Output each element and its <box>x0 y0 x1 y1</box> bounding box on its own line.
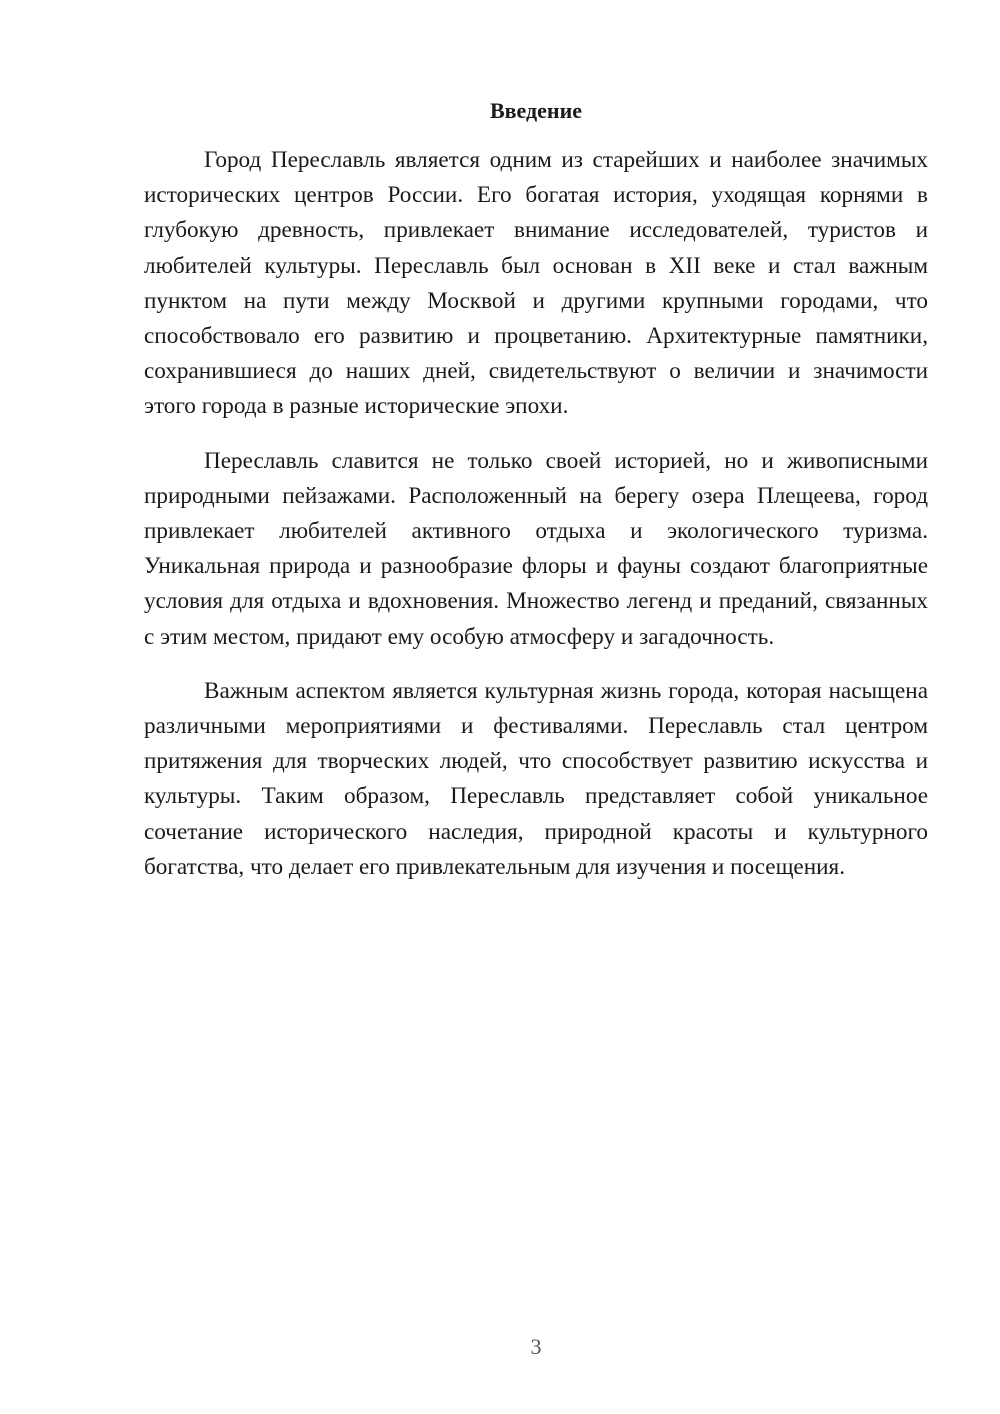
body-text <box>144 143 928 885</box>
page-number: 3 <box>530 1334 542 1359</box>
paragraph-2: Переславль славится не только своей историей, но и живописными природными пейзажами. Расположенный на берегу озера Плещеева, город привлекает любителей активного отдыха и экологического туризма. Уникальная природа и разнообразие флоры и фауны создают благоприятные условия для отдыха и вдохновения. Множество легенд и преданий, связанных с этим местом, придают ему особую атмосферу и загадочность. <box>144 447 928 650</box>
paragraph-1: Город Переславль является одним из старейших и наиболее значимых исторических центров России. Его богатая история, уходящая корнями в глубокую древность, привлекает внимание исследователей, туристов и любителей культуры. Переславль был основан в XII веке и стал важным пунктом на пути между Москвой и другими крупными городами, что способствовало его развитию и процветанию. Архитектурные памятники, сохранившиеся до наших дней, свидетельствуют о величии и значимости этого города в разные исторические эпохи. <box>144 147 928 420</box>
section-heading: Введение <box>489 98 583 123</box>
paragraph-3: Важным аспектом является культурная жизнь города, которая насыщена различными мероприятиями и фестивалями. Переславль стал центром притяжения для творческих людей, что способствует развитию искусства и культуры. Таким образом, Переславль представляет собой уникальное сочетание исторического наследия, природной красоты и культурного богатства, что делает его привлекательным для изучения и посещения. <box>144 677 928 880</box>
